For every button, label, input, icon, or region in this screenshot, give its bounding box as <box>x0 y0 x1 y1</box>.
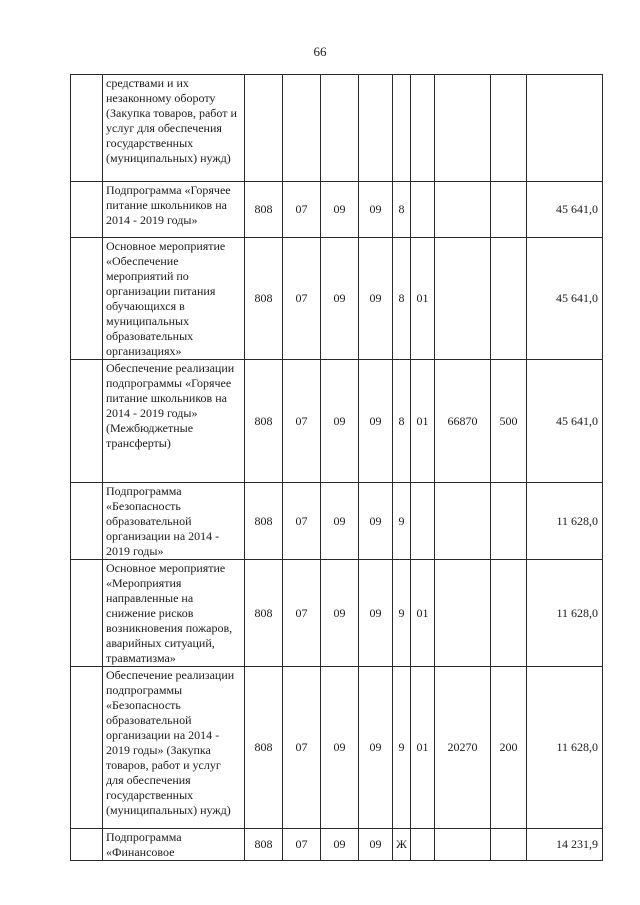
event-cell <box>411 829 435 861</box>
direction-cell <box>435 182 491 238</box>
name-cell: средствами и их незаконному обороту (Закупка товаров, работ и услуг для обеспечения государственных (муниципальных) нужд) <box>103 75 245 182</box>
empty-cell <box>71 829 103 861</box>
subprogram-cell: 9 <box>393 483 411 560</box>
program-cell: 09 <box>359 360 393 483</box>
event-cell <box>411 483 435 560</box>
section-cell: 07 <box>283 238 321 360</box>
direction-cell <box>435 238 491 360</box>
expense-type-cell <box>491 238 527 360</box>
amount-cell: 14 231,9 <box>527 829 603 861</box>
subprogram-cell: 9 <box>393 560 411 667</box>
direction-cell: 20270 <box>435 667 491 829</box>
code-cell: 808 <box>245 360 283 483</box>
event-cell: 01 <box>411 560 435 667</box>
expense-type-cell: 500 <box>491 360 527 483</box>
program-cell <box>359 75 393 182</box>
program-cell: 09 <box>359 483 393 560</box>
section-cell <box>283 75 321 182</box>
empty-cell <box>71 360 103 483</box>
section-cell: 07 <box>283 667 321 829</box>
direction-cell <box>435 829 491 861</box>
event-cell: 01 <box>411 238 435 360</box>
code-cell <box>245 75 283 182</box>
empty-cell <box>71 667 103 829</box>
table-row <box>71 182 603 238</box>
empty-cell <box>71 238 103 360</box>
table-row <box>71 483 603 560</box>
subsection-cell: 09 <box>321 483 359 560</box>
subsection-cell: 09 <box>321 560 359 667</box>
program-cell: 09 <box>359 667 393 829</box>
program-cell: 09 <box>359 560 393 667</box>
name-cell: Подпрограмма «Безопасность образовательной организации на 2014 - 2019 годы» <box>103 483 245 560</box>
expense-type-cell <box>491 829 527 861</box>
subsection-cell: 09 <box>321 360 359 483</box>
subprogram-cell: Ж <box>393 829 411 861</box>
amount-cell <box>527 75 603 182</box>
direction-cell <box>435 560 491 667</box>
table-row <box>71 75 603 182</box>
subprogram-cell <box>393 75 411 182</box>
direction-cell: 66870 <box>435 360 491 483</box>
subprogram-cell: 9 <box>393 667 411 829</box>
code-cell: 808 <box>245 667 283 829</box>
section-cell: 07 <box>283 182 321 238</box>
amount-cell: 11 628,0 <box>527 483 603 560</box>
name-cell: Подпрограмма «Финансовое <box>103 829 245 861</box>
name-cell: Основное мероприятие «Обеспечение мероприятий по организации питания обучающихся в муниципальных образовательных организациях» <box>103 238 245 360</box>
direction-cell <box>435 75 491 182</box>
direction-cell <box>435 483 491 560</box>
name-cell: Основное мероприятие «Мероприятия направленные на снижение рисков возникновения пожаров, аварийных ситуаций, травматизма» <box>103 560 245 667</box>
table-row <box>71 360 603 483</box>
subsection-cell: 09 <box>321 667 359 829</box>
table-row <box>71 667 603 829</box>
section-cell: 07 <box>283 560 321 667</box>
expense-type-cell <box>491 483 527 560</box>
event-cell: 01 <box>411 360 435 483</box>
code-cell: 808 <box>245 238 283 360</box>
name-cell: Обеспечение реализации подпрограммы «Горячее питание школьников на 2014 - 2019 годы» (Межбюджетные трансферты) <box>103 360 245 483</box>
code-cell: 808 <box>245 483 283 560</box>
code-cell: 808 <box>245 560 283 667</box>
amount-cell: 11 628,0 <box>527 667 603 829</box>
expense-type-cell: 200 <box>491 667 527 829</box>
code-cell: 808 <box>245 829 283 861</box>
code-cell: 808 <box>245 182 283 238</box>
amount-cell: 45 641,0 <box>527 360 603 483</box>
subsection-cell: 09 <box>321 182 359 238</box>
empty-cell <box>71 182 103 238</box>
section-cell: 07 <box>283 360 321 483</box>
subprogram-cell: 8 <box>393 182 411 238</box>
subsection-cell: 09 <box>321 238 359 360</box>
amount-cell: 45 641,0 <box>527 238 603 360</box>
event-cell <box>411 182 435 238</box>
empty-cell <box>71 483 103 560</box>
program-cell: 09 <box>359 829 393 861</box>
subsection-cell: 09 <box>321 829 359 861</box>
page-number: 66 <box>313 44 327 59</box>
event-cell: 01 <box>411 667 435 829</box>
subprogram-cell: 8 <box>393 238 411 360</box>
empty-cell <box>71 75 103 182</box>
amount-cell: 45 641,0 <box>527 182 603 238</box>
program-cell: 09 <box>359 238 393 360</box>
table-row <box>71 238 603 360</box>
expense-type-cell <box>491 182 527 238</box>
section-cell: 07 <box>283 483 321 560</box>
empty-cell <box>71 560 103 667</box>
expense-type-cell <box>491 75 527 182</box>
table-row <box>71 829 603 861</box>
subsection-cell <box>321 75 359 182</box>
subprogram-cell: 8 <box>393 360 411 483</box>
table-row <box>71 560 603 667</box>
expense-type-cell <box>491 560 527 667</box>
name-cell: Обеспечение реализации подпрограммы «Безопасность образовательной организации на 2014 - 2019 годы» (Закупка товаров, работ и услуг для обеспечения государственных (муниципальных) нужд) <box>103 667 245 829</box>
budget-table <box>70 74 603 861</box>
event-cell <box>411 75 435 182</box>
amount-cell: 11 628,0 <box>527 560 603 667</box>
section-cell: 07 <box>283 829 321 861</box>
name-cell: Подпрограмма «Горячее питание школьников на 2014 - 2019 годы» <box>103 182 245 238</box>
program-cell: 09 <box>359 182 393 238</box>
